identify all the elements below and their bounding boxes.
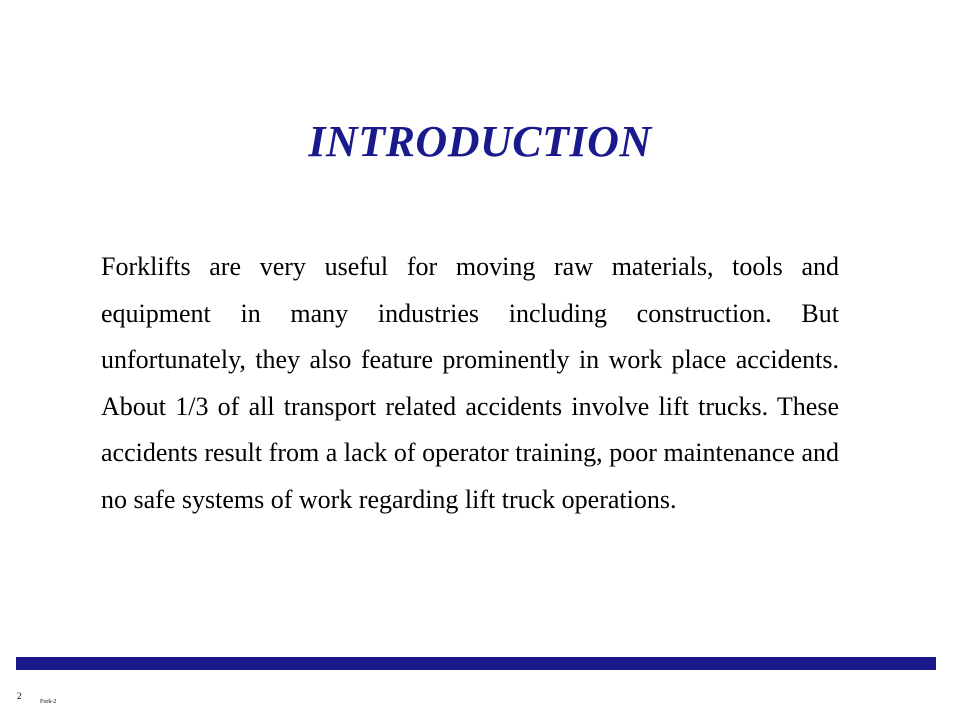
slide-title: INTRODUCTION: [308, 117, 652, 166]
slide-body-text: Forklifts are very useful for moving raw materials, tools and equipment in many industries including construction. But unfortunately, they also feature prominently in work place accidents. About 1/3 of all transport related accidents involve lift trucks. These accidents result from a lack of operator training, poor maintenance and no safe systems of work regarding lift truck operations.: [101, 252, 839, 514]
footer-label: Fork-2: [40, 699, 57, 705]
footer-bar: [16, 657, 936, 670]
page-number: 2: [17, 691, 22, 701]
